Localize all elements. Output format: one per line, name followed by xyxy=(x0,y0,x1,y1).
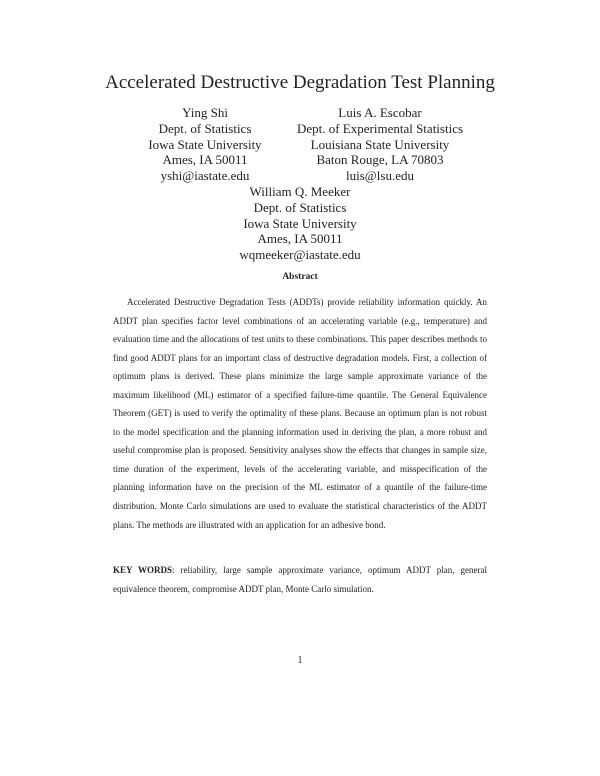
author-email: wqmeeker@iastate.edu xyxy=(239,247,361,263)
author-department: Dept. of Statistics xyxy=(158,120,252,136)
author-institution: Iowa State University xyxy=(148,136,262,152)
author-email: yshi@iastate.edu xyxy=(160,168,250,184)
keywords-label: KEY WORDS xyxy=(113,565,172,575)
keywords-paragraph xyxy=(113,561,487,598)
author-department: Dept. of Experimental Statistics xyxy=(296,120,464,136)
author-email: luis@lsu.edu xyxy=(346,168,414,184)
keywords-text: : reliability, large sample approximate variance, optimum ADDT plan, general equivalence theorem, compromise ADDT plan, Monte Carlo simulation. xyxy=(113,565,488,594)
author-location: Ames, IA 50011 xyxy=(257,231,343,247)
author-block-escobar xyxy=(280,105,480,184)
abstract-heading: Abstract xyxy=(282,272,318,282)
author-block-shi xyxy=(130,105,280,184)
author-block-meeker xyxy=(200,184,400,263)
paper-title: Accelerated Destructive Degradation Test Planning xyxy=(105,72,495,93)
author-name: Ying Shi xyxy=(182,105,228,120)
author-department: Dept. of Statistics xyxy=(253,199,347,215)
author-name: Luis A. Escobar xyxy=(338,105,422,120)
author-institution: Louisiana State University xyxy=(310,136,450,152)
author-name: William Q. Meeker xyxy=(249,184,351,199)
author-location: Baton Rouge, LA 70803 xyxy=(316,152,444,168)
author-institution: Iowa State University xyxy=(243,215,357,231)
page-number: 1 xyxy=(297,655,303,666)
abstract-paragraph: Accelerated Destructive Degradation Tests (ADDTs) provide reliability information quickly. An ADDT plan specifies factor level combinations of an accelerating variable (e.g., temperature) and evaluation time and the allocations of test units to these combinations. This paper describes methods to find good ADDT plans for an important class of destructive degradation models. First, a collection of optimum plans is derived. These plans minimize the large sample approximate variance of the maximum likelihood (ML) estimator of a specified failure-time quantile. The General Equivalence Theorem (GET) is used to verify the optimality of these plans. Because an optimum plan is not robust to the model specification and the planning information used in deriving the plan, a more robust and useful compromise plan is proposed. Sensitivity analyses show the effects that changes in sample size, time duration of the experiment, levels of the accelerating variable, and misspecification of the planning information have on the precision of the ML estimator of a quantile of the failure-time distribution. Monte Carlo simulations are used to evaluate the statistical characteristics of the ADDT plans. The methods are illustrated with an application for an adhesive bond. xyxy=(113,297,487,530)
author-location: Ames, IA 50011 xyxy=(162,152,248,168)
